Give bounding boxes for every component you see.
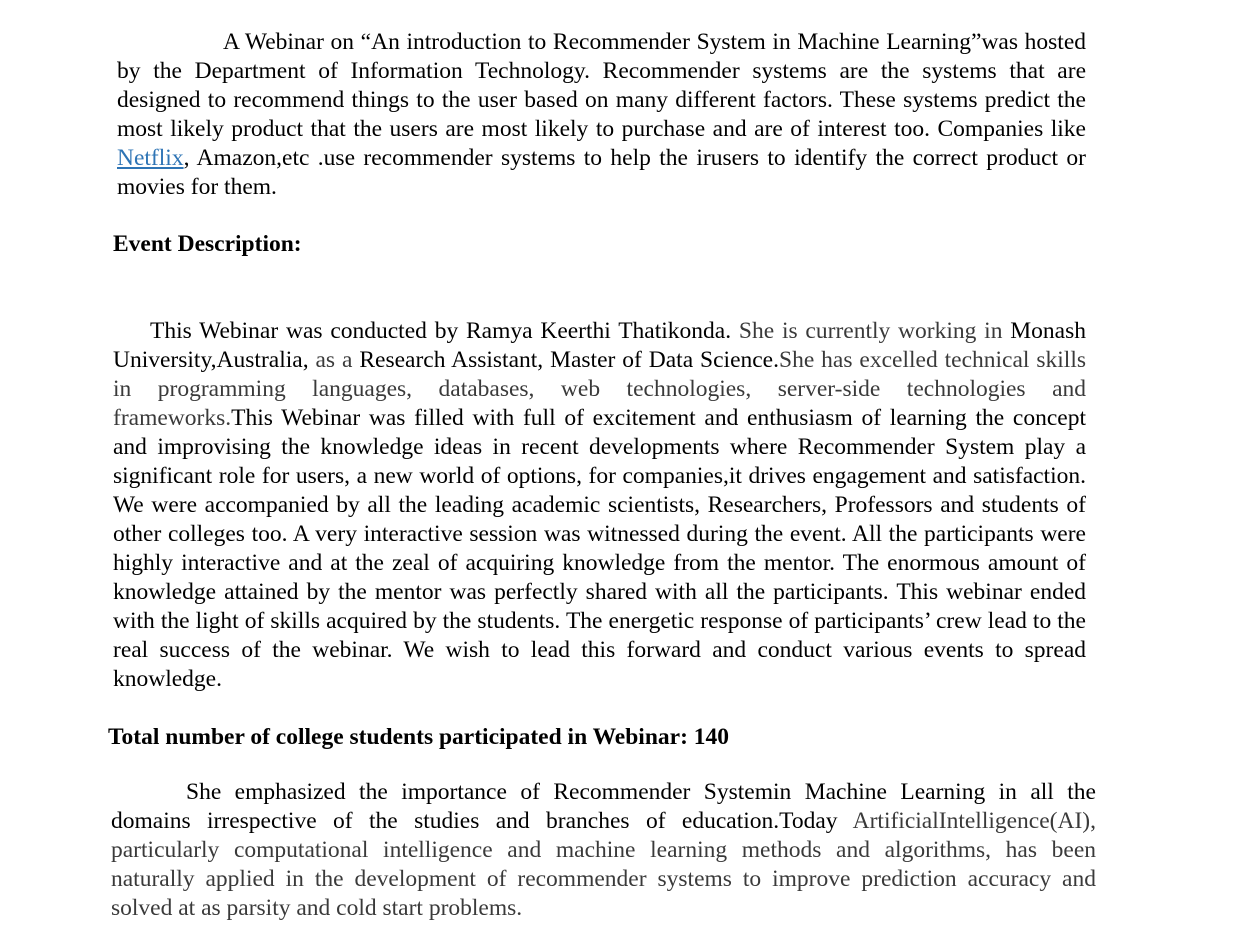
speaker-role-lead: as a: [315, 347, 360, 373]
speaker-skills: She has excelled technical skills in programming languages, databases, web technologies, server-side technologies and frameworks.: [113, 347, 1086, 431]
closing-text: She emphasized the importance of Recommender Systemin Machine Learning in all the domains irrespective of the studies and branches of education.Today: [111, 779, 1096, 834]
event-description-heading: Event Description:: [113, 231, 302, 257]
intro-text: A Webinar on “An introduction to Recommender System in Machine Learning”was hosted by the Department of Information Technology. Recommender systems are the systems that are designed to recommend things to the user based on many different factors. These systems predict the most likely product that the users are most likely to purchase and are of interest too. Companies like: [117, 29, 1086, 142]
speaker-role: Research Assistant, Master of Data Science.: [359, 347, 779, 373]
intro-paragraph: [117, 28, 1086, 202]
intro-text-continued: , Amazon,etc .use recommender systems to help the irusers to identify the correct product or movies for them.: [117, 145, 1086, 200]
participants-count-heading: Total number of college students participated in Webinar: 140: [108, 724, 730, 750]
closing-paragraph: [111, 778, 1096, 923]
netflix-link[interactable]: Netflix: [117, 145, 184, 171]
speaker-sentence: This Webinar was conducted by Ramya Keerthi Thatikonda.: [150, 318, 739, 344]
closing-ai-text: ArtificialIntelligence(AI), particularly computational intelligence and machine learning methods and algorithms, has been naturally applied in the development of recommender systems to improve prediction accuracy and solved at as parsity and cold start problems.: [111, 808, 1096, 921]
webinar-summary: This Webinar was filled with full of excitement and enthusiasm of learning the concept and improvising the knowledge ideas in recent developments where Recommender System play a significant role for users, a new world of options, for companies,it drives engagement and satisfaction. We were accompanied by all the leading academic scientists, Researchers, Professors and students of other colleges too. A very interactive session was witnessed during the event. All the participants were highly interactive and at the zeal of acquiring knowledge from the mentor. The enormous amount of knowledge attained by the mentor was perfectly shared with all the participants. This webinar ended with the light of skills acquired by the students. The energetic response of participants’ crew lead to the real success of the webinar. We wish to lead this forward and conduct various events to spread knowledge.: [113, 405, 1086, 692]
speaker-workplace-lead: She is currently working in: [738, 318, 1011, 344]
speaker-university: Monash University,Australia,: [113, 318, 1086, 373]
event-description-paragraph: [113, 317, 1086, 694]
